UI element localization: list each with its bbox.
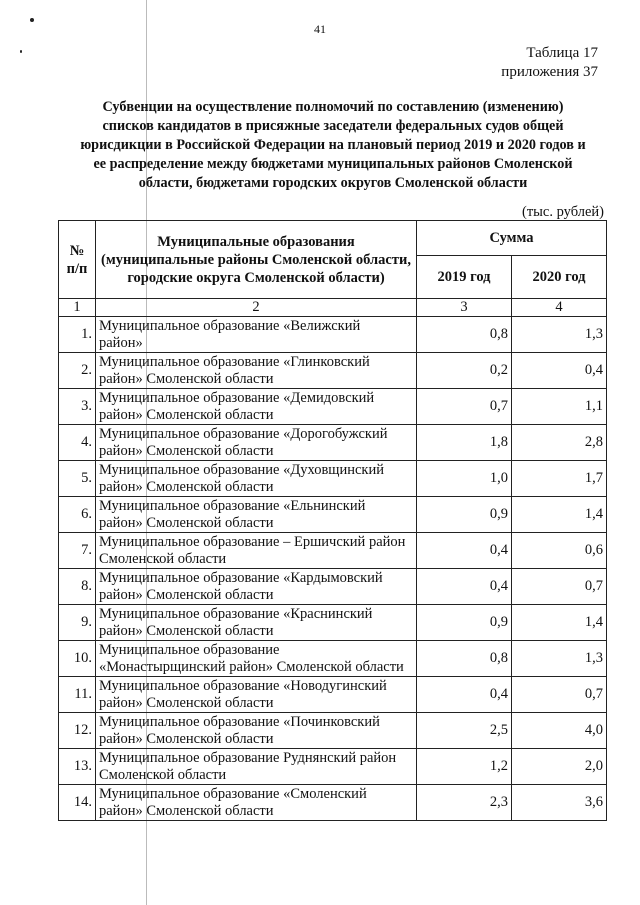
municipality-name-line: Муниципальное образование (99, 641, 280, 658)
municipality-name-line: Муниципальное образование «Краснинский (99, 605, 373, 622)
header-sum: Сумма (417, 221, 607, 256)
header-name: Муниципальные образования (муниципальные районы Смоленской области, городские округа Смоленской области) (96, 221, 417, 299)
title-line: юрисдикции в Российской Федерации на плановый период 2019 и 2020 годов и (80, 137, 586, 153)
municipality-name-line: район» Смоленской области (99, 622, 274, 639)
table-row (59, 713, 607, 749)
header-num: № п/п (59, 221, 96, 299)
row-number: 13. (59, 749, 96, 785)
row-number: 1. (59, 317, 96, 353)
row-number: 5. (59, 461, 96, 497)
municipality-name-line: Муниципальное образование «Ельнинский (99, 497, 366, 514)
table-row (59, 353, 607, 389)
table-reference (501, 44, 598, 82)
municipality-name-line: Муниципальное образование «Смоленский (99, 785, 367, 802)
row-number: 12. (59, 713, 96, 749)
header-year-2019: 2019 год (417, 256, 512, 299)
municipality-name (96, 605, 417, 641)
municipality-name-line: Муниципальное образование «Починковский (99, 713, 380, 730)
subvention-table (58, 220, 607, 821)
table-ref-line-2: приложения 37 (501, 64, 598, 80)
municipality-name-line: район» Смоленской области (99, 586, 274, 603)
municipality-name (96, 641, 417, 677)
value-2020: 1,3 (512, 641, 607, 677)
value-2019: 2,5 (417, 713, 512, 749)
municipality-name-line: район» Смоленской области (99, 514, 274, 531)
municipality-name (96, 389, 417, 425)
municipality-name (96, 353, 417, 389)
municipality-name-line: Муниципальное образование «Демидовский (99, 389, 375, 406)
value-2019: 0,4 (417, 677, 512, 713)
municipality-name-line: район» Смоленской области (99, 406, 274, 423)
municipality-name (96, 497, 417, 533)
value-2019: 0,7 (417, 389, 512, 425)
value-2019: 0,4 (417, 533, 512, 569)
value-2020: 1,4 (512, 497, 607, 533)
municipality-name-line: район» Смоленской области (99, 478, 274, 495)
municipality-name-line: Муниципальное образование «Дорогобужский (99, 425, 388, 442)
municipality-name-line: район» Смоленской области (99, 694, 274, 711)
value-2019: 1,2 (417, 749, 512, 785)
page-number: 41 (314, 22, 326, 36)
municipality-name (96, 677, 417, 713)
row-number: 3. (59, 389, 96, 425)
value-2019: 0,8 (417, 317, 512, 353)
municipality-name-line: Смоленской области (99, 766, 227, 783)
table-row (59, 785, 607, 821)
municipality-name (96, 317, 417, 353)
value-2020: 2,8 (512, 425, 607, 461)
table-row (59, 569, 607, 605)
value-2019: 2,3 (417, 785, 512, 821)
table-row (59, 641, 607, 677)
municipality-name-line: район» Смоленской области (99, 370, 274, 387)
value-2020: 1,1 (512, 389, 607, 425)
scan-speck (20, 50, 22, 53)
table-row (59, 389, 607, 425)
municipality-name-line: район» Смоленской области (99, 730, 274, 747)
value-2020: 1,7 (512, 461, 607, 497)
column-number: 1 (59, 299, 96, 317)
municipality-name-line: Муниципальное образование – Ершичский район (99, 533, 406, 550)
municipality-name-line: район» (99, 334, 143, 351)
table-row (59, 461, 607, 497)
title-line: Субвенции на осуществление полномочий по составлению (изменению) (102, 99, 564, 115)
value-2020: 4,0 (512, 713, 607, 749)
municipality-name (96, 749, 417, 785)
value-2020: 1,4 (512, 605, 607, 641)
municipality-name (96, 533, 417, 569)
table-row (59, 677, 607, 713)
value-2020: 2,0 (512, 749, 607, 785)
row-number: 14. (59, 785, 96, 821)
municipality-name (96, 785, 417, 821)
value-2019: 1,0 (417, 461, 512, 497)
units-label: (тыс. рублей) (522, 204, 604, 220)
municipality-name-line: Смоленской области (99, 550, 227, 567)
table-ref-line-1: Таблица 17 (526, 45, 598, 61)
municipality-name-line: Муниципальное образование «Глинковский (99, 353, 370, 370)
value-2020: 0,7 (512, 569, 607, 605)
row-number: 4. (59, 425, 96, 461)
municipality-name-line: Муниципальное образование «Кардымовский (99, 569, 383, 586)
municipality-name-line: Муниципальное образование «Велижский (99, 317, 361, 334)
value-2019: 0,9 (417, 605, 512, 641)
value-2019: 0,2 (417, 353, 512, 389)
title-line: списков кандидатов в присяжные заседатели федеральных судов общей (102, 118, 564, 134)
title-line: ее распределение между бюджетами муниципальных районов Смоленской (93, 156, 573, 172)
value-2020: 1,3 (512, 317, 607, 353)
row-number: 10. (59, 641, 96, 677)
municipality-name-line: район» Смоленской области (99, 802, 274, 819)
municipality-name-line: «Монастырщинский район» Смоленской области (99, 658, 404, 675)
table-row (59, 425, 607, 461)
municipality-name-line: Муниципальное образование «Новодугинский (99, 677, 387, 694)
value-2020: 0,7 (512, 677, 607, 713)
document-title (60, 98, 606, 193)
table-row (59, 533, 607, 569)
value-2020: 3,6 (512, 785, 607, 821)
row-number: 8. (59, 569, 96, 605)
row-number: 9. (59, 605, 96, 641)
table-row (59, 749, 607, 785)
row-number: 2. (59, 353, 96, 389)
column-number: 2 (96, 299, 417, 317)
column-number-row (59, 299, 607, 317)
municipality-name-line: район» Смоленской области (99, 442, 274, 459)
value-2019: 0,8 (417, 641, 512, 677)
table-row (59, 497, 607, 533)
municipality-name-line: Муниципальное образование Руднянский район (99, 749, 397, 766)
value-2019: 0,4 (417, 569, 512, 605)
value-2020: 0,6 (512, 533, 607, 569)
municipality-name (96, 461, 417, 497)
title-line: области, бюджетами городских округов Смоленской области (138, 175, 528, 191)
column-number: 3 (417, 299, 512, 317)
table-row (59, 605, 607, 641)
municipality-name-line: Муниципальное образование «Духовщинский (99, 461, 384, 478)
value-2019: 1,8 (417, 425, 512, 461)
header-year-2020: 2020 год (512, 256, 607, 299)
row-number: 11. (59, 677, 96, 713)
table-header-row (59, 221, 607, 256)
table-row (59, 317, 607, 353)
municipality-name (96, 713, 417, 749)
value-2019: 0,9 (417, 497, 512, 533)
column-number: 4 (512, 299, 607, 317)
row-number: 7. (59, 533, 96, 569)
value-2020: 0,4 (512, 353, 607, 389)
municipality-name (96, 569, 417, 605)
municipality-name (96, 425, 417, 461)
row-number: 6. (59, 497, 96, 533)
